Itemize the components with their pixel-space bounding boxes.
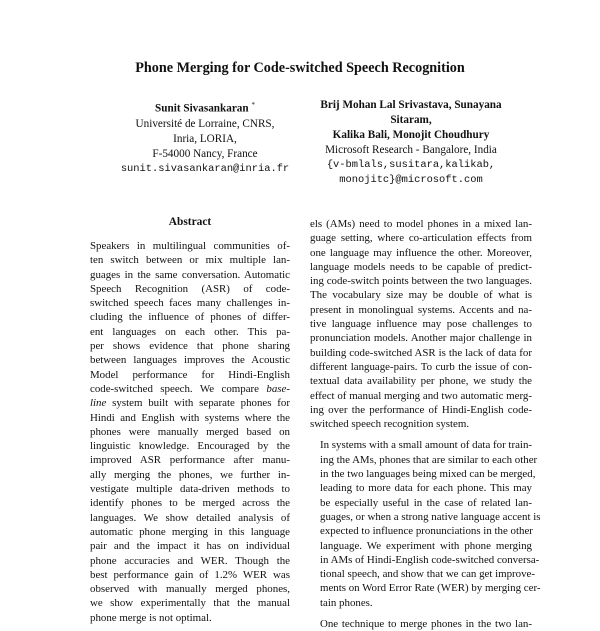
author-names: Kalika Bali, Monojit Choudhury: [332, 129, 490, 141]
footnote-mark: *: [251, 101, 255, 109]
text-line: automatic phone merging in this language: [90, 525, 290, 538]
text-line: improved ASR performance after manu-: [90, 454, 290, 467]
text-line: different language-pairs. To curb the issue of con-: [310, 360, 532, 373]
text-line: switched speech faces many challenges in-: [90, 297, 290, 310]
text-line: language. We experiment with phone merging: [320, 539, 532, 552]
text-line: in AMs of Hindi-English code-switched conversa-: [320, 553, 540, 566]
paragraph: [310, 438, 541, 610]
text-line: ing over the performance of Hindi-English code-: [310, 403, 532, 416]
text-line: ing the AMs, phones that are similar to each other: [320, 453, 538, 466]
text-line: identify phones to be merged across the: [90, 497, 290, 510]
text-line: tive language influence may pose challenges to: [310, 318, 532, 331]
text-line: language models needs to be capable of predict-: [310, 260, 532, 273]
text-line: [90, 396, 290, 410]
text-fragment: code-switched speech. We compare: [90, 382, 259, 395]
text-line: observed with manually merged phones,: [90, 583, 290, 596]
text-line: one language may influence the other. Moreover,: [310, 246, 532, 259]
affiliation-line: Microsoft Research - Bangalore, India: [325, 144, 497, 156]
author-names: Brij Mohan Lal Srivastava, Sunayana Sitaram,: [320, 99, 502, 126]
text-line: phone merge is not optimal.: [90, 611, 212, 624]
text-line: expected to influence pronunciations in the other: [320, 525, 533, 538]
text-line: phones were manually merged based on: [90, 425, 290, 438]
text-line: [90, 382, 290, 396]
text-line: vestigate multiple data-driven methods to: [90, 483, 290, 496]
paragraph: [310, 617, 532, 631]
text-line: ten switch between or mix multiple lan-: [90, 254, 290, 267]
text-line: textual data availability per phone, we study the: [310, 375, 532, 388]
paper-title: Phone Merging for Code-switched Speech Recognition: [135, 60, 465, 76]
author-email: monojitc}@microsoft.com: [339, 174, 483, 186]
author-email: sunit.sivasankaran@inria.fr: [120, 162, 290, 175]
text-fragment: system built with separate phones for: [112, 397, 290, 410]
text-line: tain phones.: [320, 596, 373, 609]
italic-term: line: [90, 397, 107, 410]
text-line: One technique to merge phones in the two lan-: [320, 618, 532, 631]
text-line: switched speech recognition system.: [310, 418, 470, 431]
text-line: be especially useful in the case of related lan-: [320, 496, 532, 509]
text-line: per shows evidence that phone sharing: [90, 340, 290, 353]
text-line: languages. We show detailed analysis of: [90, 511, 290, 524]
text-line: cluding the influence of phones of differ-: [90, 311, 290, 324]
intro-text: [310, 217, 541, 631]
text-line: present in monolingual systems. Accents and na-: [310, 303, 532, 316]
text-line: Model performance for Hindi-English: [90, 368, 290, 381]
abstract-heading: Abstract: [168, 216, 212, 228]
text-line: leading to more data for each phone. This may: [320, 482, 532, 495]
paragraph: [310, 217, 532, 431]
text-line: guages, or when a strong native language accent is: [320, 510, 541, 523]
text-line: Hindi and English with systems where the: [90, 411, 290, 424]
text-line: Speech Recognition (ASR) of code-: [90, 282, 290, 295]
text-line: tional speech, and show that we can get improve-: [320, 568, 536, 581]
affiliation-line: F-54000 Nancy, France: [152, 147, 258, 160]
text-line: pronunciation models. Another major challenge in: [310, 332, 532, 345]
text-line: els (AMs) need to model phones in a mixed lan-: [310, 218, 532, 230]
text-line: The vocabulary size may be double of what is: [310, 289, 532, 302]
text-line: ments on Word Error Rate (WER) by merging cer-: [320, 582, 541, 595]
affiliation-line: Inria, LORIA,: [173, 132, 237, 145]
text-line: guages in the same conversation. Automatic: [90, 268, 290, 281]
text-line: building code-switched ASR is the lack of data for: [310, 346, 532, 359]
text-line: ally merging the phones, we further in-: [90, 468, 290, 481]
text-line: best performance gain of 1.2% WER was: [90, 568, 290, 581]
text-line: linguistic knowledge. Encouraged by the: [90, 440, 290, 453]
author-email: {v-bmlals,susitara,kalikab,: [326, 159, 496, 171]
text-line: ent languages on each other. This pa-: [90, 325, 290, 338]
text-line: Speakers in multilingual communities of-: [90, 240, 290, 252]
affiliation-line: Université de Lorraine, CNRS,: [135, 117, 275, 130]
text-line: ing code-switch points between the two languages.: [310, 275, 532, 288]
author-name-text: Sunit Sivasankaran: [155, 102, 249, 115]
text-line: effect of manual merging and two automatic merg-: [310, 389, 532, 402]
text-line: in the two languages being mixed can be merged,: [320, 468, 536, 481]
text-line: In systems with a small amount of data for train-: [320, 439, 533, 452]
abstract-text: [90, 239, 290, 625]
text-line: pair and the impact it has on individual: [90, 540, 290, 553]
text-line: guage setting, where co-articulation effects from: [310, 232, 532, 245]
text-line: between languages improves the Acoustic: [90, 354, 290, 367]
text-line: we show experimentally that the manual: [90, 597, 290, 610]
text-line: phone accuracies and WER. Though the: [90, 554, 290, 567]
italic-term: base-: [266, 382, 290, 395]
